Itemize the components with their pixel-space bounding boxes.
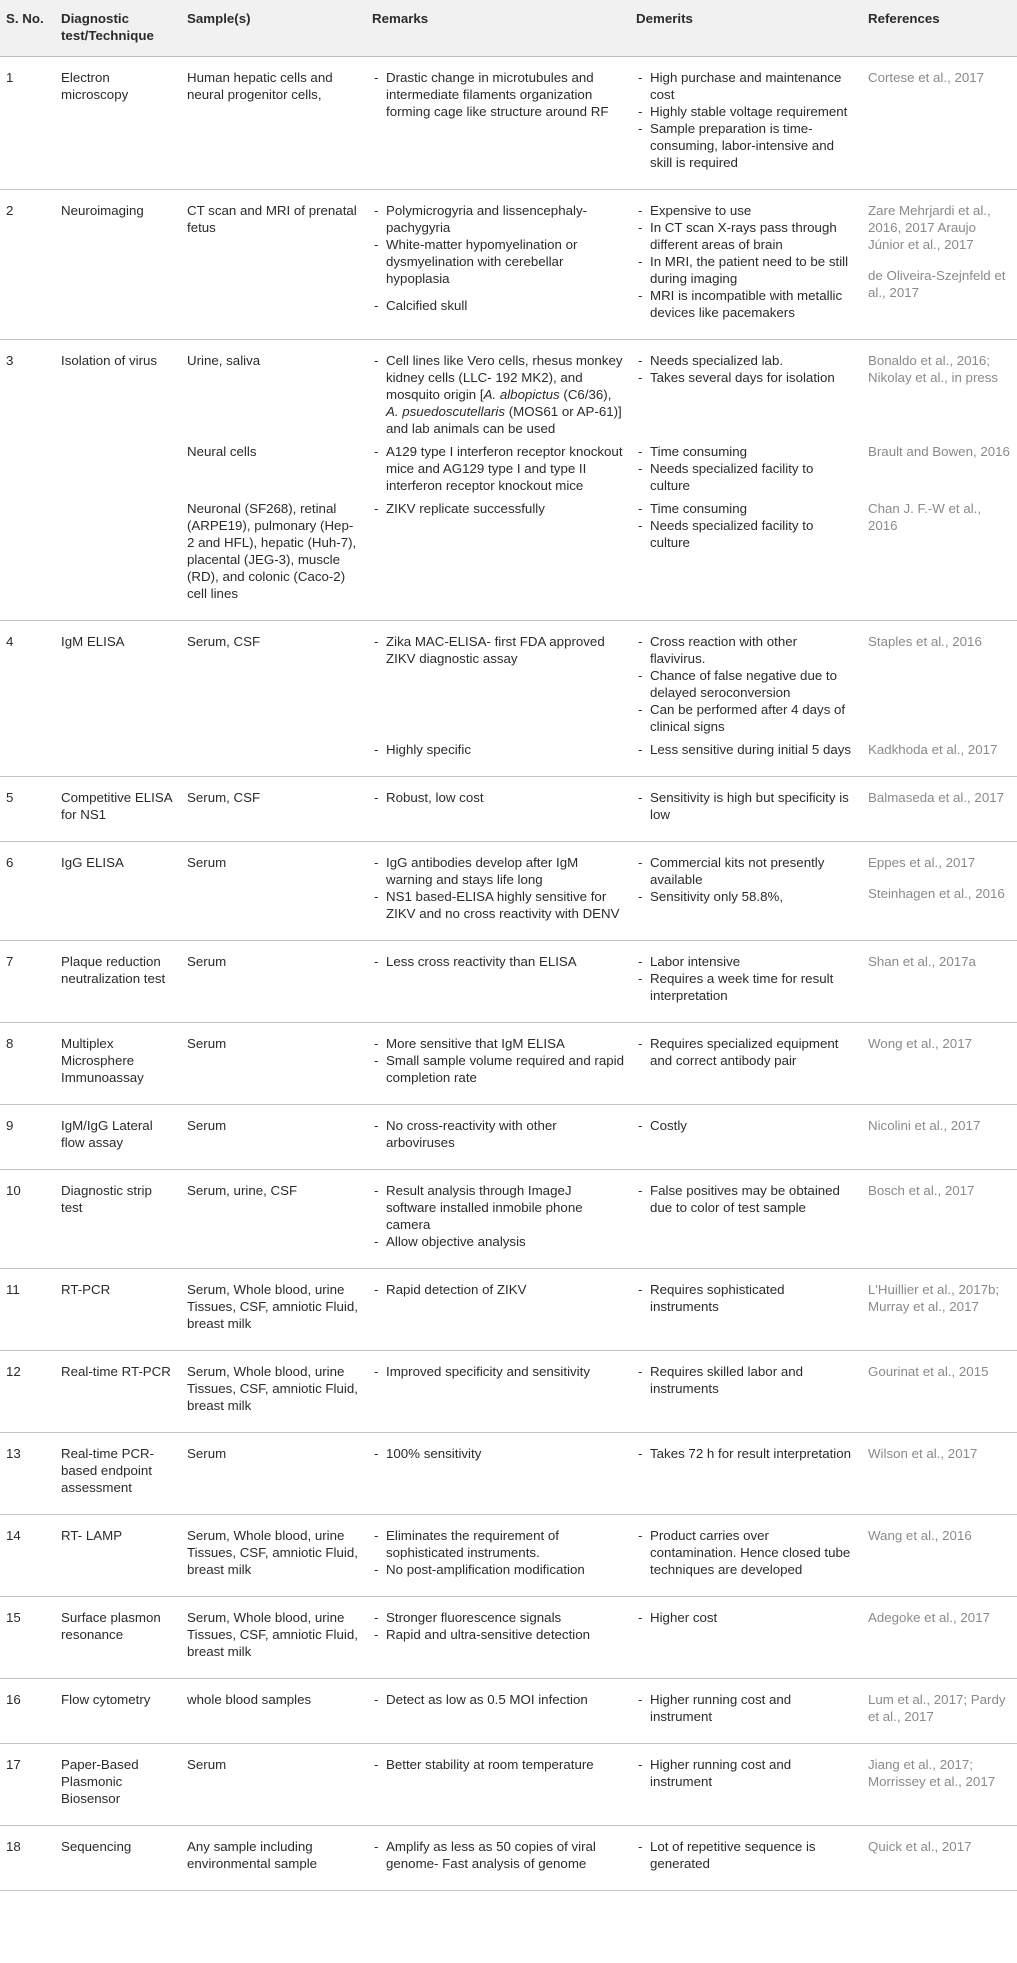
- remark-item: - Rapid detection of ZIKV: [372, 1281, 624, 1298]
- row-number: 18: [0, 1826, 55, 1891]
- row-demerits: [630, 190, 862, 340]
- demerit-item: - Costly: [636, 1117, 856, 1134]
- row-test: Paper-Based Plasmonic Biosensor: [55, 1744, 181, 1826]
- row-sample: whole blood samples: [181, 1679, 366, 1744]
- row-remarks: [366, 621, 630, 736]
- row-test: Real-time PCR-based endpoint assessment: [55, 1433, 181, 1515]
- table-row: [0, 1023, 1017, 1105]
- table-row: [0, 1105, 1017, 1170]
- demerit-item: - Chance of false negative due to delayed seroconversion: [636, 667, 856, 701]
- row-remarks: [366, 735, 630, 777]
- row-test: Competitive ELISA for NS1: [55, 777, 181, 842]
- remark-item: - Calcified skull: [372, 297, 624, 314]
- row-demerits: [630, 57, 862, 190]
- row-test: IgM ELISA: [61, 634, 125, 649]
- row-test: RT-PCR: [55, 1269, 181, 1351]
- row-number: 6: [0, 842, 55, 941]
- remark-item: - IgG antibodies develop after IgM warning and stays life long: [372, 854, 624, 888]
- row-remarks: [366, 1433, 630, 1515]
- remark-item: - Less cross reactivity than ELISA: [372, 953, 624, 970]
- row-demerits: [630, 1515, 862, 1597]
- row-test: Neuroimaging: [55, 190, 181, 340]
- table-row: [0, 340, 1017, 438]
- table-row: [0, 1744, 1017, 1826]
- table-row: [0, 1826, 1017, 1891]
- row-sample: Neuronal (SF268), retinal (ARPE19), pulmonary (Hep-2 and HFL), hepatic (Huh-7), placental (JEG-3), muscle (RD), and colonic (Caco-2) cell lines: [181, 494, 366, 621]
- remark-item: - Detect as low as 0.5 MOI infection: [372, 1691, 624, 1708]
- row-demerits: [630, 777, 862, 842]
- table-row: [0, 1597, 1017, 1679]
- row-sample: Serum: [181, 1433, 366, 1515]
- row-sample: Serum, urine, CSF: [181, 1170, 366, 1269]
- row-reference: Wong et al., 2017: [862, 1023, 1017, 1105]
- row-reference: [862, 190, 1017, 340]
- remark-item: - A129 type I interferon receptor knockout mice and AG129 type I and type II interferon receptor knockout mice: [372, 443, 624, 494]
- demerit-item: - Requires a week time for result interpretation: [636, 970, 856, 1004]
- table-row: [0, 1351, 1017, 1433]
- row-test: IgG ELISA: [55, 842, 181, 941]
- row-demerits: [630, 1744, 862, 1826]
- row-remarks: [366, 1597, 630, 1679]
- row-test: Flow cytometry: [55, 1679, 181, 1744]
- row-sample: Serum: [181, 1744, 366, 1826]
- row-reference: Jiang et al., 2017; Morrissey et al., 2017: [862, 1744, 1017, 1826]
- remark-item: - Eliminates the requirement of sophisticated instruments.: [372, 1527, 624, 1561]
- demerit-item: - Labor intensive: [636, 953, 856, 970]
- row-reference: Wilson et al., 2017: [862, 1433, 1017, 1515]
- row-reference: Kadkhoda et al., 2017: [862, 735, 1017, 777]
- table-subrow: [0, 735, 1017, 777]
- row-number: 9: [0, 1105, 55, 1170]
- remark-item: - More sensitive that IgM ELISA: [372, 1035, 624, 1052]
- demerit-item: - Needs specialized facility to culture: [636, 460, 856, 494]
- row-remarks: [366, 842, 630, 941]
- header-references: References: [862, 0, 1017, 57]
- row-reference: Adegoke et al., 2017: [862, 1597, 1017, 1679]
- remark-item: - Allow objective analysis: [372, 1233, 624, 1250]
- header-row: [0, 0, 1017, 57]
- header-demerits: Demerits: [630, 0, 862, 57]
- remark-item: - Cell lines like Vero cells, rhesus monkey kidney cells (LLC- 192 MK2), and mosquito origin [A. albopictus (C6/36), A. psuedoscutellaris (MOS61 or AP-61)] and lab animals can be used: [372, 352, 624, 437]
- table-row: [0, 190, 1017, 340]
- remark-item: - Drastic change in microtubules and intermediate filaments organization forming cage like structure around RF: [372, 69, 624, 120]
- remark-item: - ZIKV replicate successfully: [372, 500, 624, 517]
- row-reference: Bonaldo et al., 2016; Nikolay et al., in press: [868, 353, 999, 385]
- demerit-item: - Requires sophisticated instruments: [636, 1281, 856, 1315]
- remark-item: - Highly specific: [372, 741, 624, 758]
- row-remarks: [366, 1679, 630, 1744]
- demerit-item: - Needs specialized facility to culture: [636, 517, 856, 551]
- reference-item: Araujo Júnior et al., 2017: [868, 220, 976, 252]
- remark-item: - No cross-reactivity with other arboviruses: [372, 1117, 624, 1151]
- demerit-item: - Sensitivity is high but specificity is low: [636, 789, 856, 823]
- remark-item: - No post-amplification modification: [372, 1561, 624, 1578]
- row-test: Isolation of virus: [61, 353, 158, 368]
- row-demerits: [630, 340, 862, 438]
- row-remarks: [366, 1170, 630, 1269]
- row-test: Diagnostic strip test: [55, 1170, 181, 1269]
- row-number: 10: [0, 1170, 55, 1269]
- demerit-item: - Higher cost: [636, 1609, 856, 1626]
- remark-item: - Improved specificity and sensitivity: [372, 1363, 624, 1380]
- row-demerits: [630, 842, 862, 941]
- table-subrow: [0, 437, 1017, 494]
- row-sample: Serum, Whole blood, urine Tissues, CSF, amniotic Fluid, breast milk: [181, 1597, 366, 1679]
- row-demerits: [630, 735, 862, 777]
- row-reference: [862, 842, 1017, 941]
- row-remarks: [366, 1105, 630, 1170]
- demerit-item: - Time consuming: [636, 500, 856, 517]
- remark-item: - Small sample volume required and rapid completion rate: [372, 1052, 624, 1086]
- row-number: 1: [0, 57, 55, 190]
- row-sample: Serum: [181, 941, 366, 1023]
- row-sample: Serum, Whole blood, urine Tissues, CSF, amniotic Fluid, breast milk: [181, 1269, 366, 1351]
- demerit-item: - In MRI, the patient need to be still during imaging: [636, 253, 856, 287]
- row-remarks: [366, 494, 630, 621]
- demerit-item: - Higher running cost and instrument: [636, 1691, 856, 1725]
- remark-item: - Result analysis through ImageJ software installed inmobile phone camera: [372, 1182, 624, 1233]
- demerit-item: - High purchase and maintenance cost: [636, 69, 856, 103]
- row-test: Electron microscopy: [55, 57, 181, 190]
- row-reference: Brault and Bowen, 2016: [868, 444, 1010, 459]
- row-reference: Bosch et al., 2017: [862, 1170, 1017, 1269]
- row-sample: Serum: [181, 842, 366, 941]
- row-remarks: [366, 190, 630, 340]
- table-body: [0, 57, 1017, 1891]
- demerit-item: - Can be performed after 4 days of clinical signs: [636, 701, 856, 735]
- row-reference: Shan et al., 2017a: [862, 941, 1017, 1023]
- row-remarks: [366, 1269, 630, 1351]
- table-row: [0, 1515, 1017, 1597]
- table-row: [0, 57, 1017, 190]
- table-header: [0, 0, 1017, 57]
- demerit-item: - Cross reaction with other flavivirus.: [636, 633, 856, 667]
- remark-item: - Amplify as less as 50 copies of viral genome- Fast analysis of genome: [372, 1838, 624, 1872]
- header-remarks: Remarks: [366, 0, 630, 57]
- table-row: [0, 941, 1017, 1023]
- row-sample: Serum, CSF: [187, 634, 261, 649]
- row-demerits: [630, 1433, 862, 1515]
- row-remarks: [366, 340, 630, 438]
- demerit-item: - Commercial kits not presently available: [636, 854, 856, 888]
- row-test: Multiplex Microsphere Immunoassay: [55, 1023, 181, 1105]
- table-row: [0, 777, 1017, 842]
- demerit-item: - Expensive to use: [636, 202, 856, 219]
- table-row: [0, 1170, 1017, 1269]
- demerit-item: - Requires specialized equipment and correct antibody pair: [636, 1035, 856, 1069]
- table-row: [0, 1433, 1017, 1515]
- table-subrow: [0, 494, 1017, 621]
- row-reference: Quick et al., 2017: [862, 1826, 1017, 1891]
- reference-item: de Oliveira-Szejnfeld et al., 2017: [868, 268, 1006, 300]
- remark-item: - Rapid and ultra-sensitive detection: [372, 1626, 624, 1643]
- row-number: 7: [0, 941, 55, 1023]
- row-sample: Serum: [181, 1023, 366, 1105]
- demerit-item: - Takes 72 h for result interpretation: [636, 1445, 856, 1462]
- row-reference: Chan J. F.-W et al., 2016: [862, 494, 1017, 621]
- demerit-item: - Takes several days for isolation: [636, 369, 856, 386]
- row-number: 5: [0, 777, 55, 842]
- row-sample: Serum, CSF: [181, 777, 366, 842]
- row-demerits: [630, 1023, 862, 1105]
- row-number: 3: [6, 353, 14, 368]
- row-demerits: [630, 941, 862, 1023]
- row-remarks: [366, 941, 630, 1023]
- demerit-item: - Product carries over contamination. Hence closed tube techniques are developed: [636, 1527, 856, 1578]
- header-samples: Sample(s): [181, 0, 366, 57]
- row-sample: Serum, Whole blood, urine Tissues, CSF, amniotic Fluid, breast milk: [181, 1515, 366, 1597]
- remark-item: - 100% sensitivity: [372, 1445, 624, 1462]
- remark-item: - Zika MAC-ELISA- first FDA approved ZIKV diagnostic assay: [372, 633, 624, 667]
- header-sno: S. No.: [0, 0, 55, 57]
- remark-item: - White-matter hypomyelination or dysmyelination with cerebellar hypoplasia: [372, 236, 624, 287]
- row-reference: Cortese et al., 2017: [862, 57, 1017, 190]
- row-sample: Urine, saliva: [187, 353, 261, 368]
- remark-item: - NS1 based-ELISA highly sensitive for ZIKV and no cross reactivity with DENV: [372, 888, 624, 922]
- demerit-item: - Sample preparation is time-consuming, labor-intensive and skill is required: [636, 120, 856, 171]
- row-demerits: [630, 1105, 862, 1170]
- row-demerits: [630, 437, 862, 494]
- row-reference: L'Huillier et al., 2017b; Murray et al., 2017: [862, 1269, 1017, 1351]
- table-row: [0, 621, 1017, 736]
- demerit-item: - MRI is incompatible with metallic devices like pacemakers: [636, 287, 856, 321]
- demerit-item: - False positives may be obtained due to color of test sample: [636, 1182, 856, 1216]
- row-remarks: [366, 1023, 630, 1105]
- row-number: 4: [6, 634, 14, 649]
- table-row: [0, 1269, 1017, 1351]
- header-test: Diagnostic test/Technique: [55, 0, 181, 57]
- row-demerits: [630, 1826, 862, 1891]
- row-sample: Neural cells: [187, 444, 257, 459]
- row-remarks: [366, 1351, 630, 1433]
- row-remarks: [366, 1826, 630, 1891]
- row-sample: Serum, Whole blood, urine Tissues, CSF, amniotic Fluid, breast milk: [181, 1351, 366, 1433]
- remark-item: - Better stability at room temperature: [372, 1756, 624, 1773]
- row-demerits: [630, 1170, 862, 1269]
- row-sample: Serum: [181, 1105, 366, 1170]
- row-number: 11: [0, 1269, 55, 1351]
- demerit-item: - Less sensitive during initial 5 days: [636, 741, 856, 758]
- row-number: 14: [0, 1515, 55, 1597]
- row-remarks: [366, 1515, 630, 1597]
- demerit-item: - In CT scan X-rays pass through different areas of brain: [636, 219, 856, 253]
- row-demerits: [630, 1679, 862, 1744]
- demerit-item: - Time consuming: [636, 443, 856, 460]
- demerit-item: - Needs specialized lab.: [636, 352, 856, 369]
- row-number: 15: [0, 1597, 55, 1679]
- row-test: Plaque reduction neutralization test: [55, 941, 181, 1023]
- demerit-item: - Sensitivity only 58.8%,: [636, 888, 856, 905]
- remark-item: - Polymicrogyria and lissencephaly-pachygyria: [372, 202, 624, 236]
- table-row: [0, 842, 1017, 941]
- row-remarks: [366, 437, 630, 494]
- row-sample: Any sample including environmental sample: [181, 1826, 366, 1891]
- row-number: 17: [0, 1744, 55, 1826]
- row-number: 12: [0, 1351, 55, 1433]
- row-demerits: [630, 1269, 862, 1351]
- demerit-item: - Lot of repetitive sequence is generated: [636, 1838, 856, 1872]
- row-reference: Wang et al., 2016: [862, 1515, 1017, 1597]
- row-demerits: [630, 1597, 862, 1679]
- row-number: 8: [0, 1023, 55, 1105]
- row-sample: CT scan and MRI of prenatal fetus: [181, 190, 366, 340]
- table-row: [0, 1679, 1017, 1744]
- row-test: Surface plasmon resonance: [55, 1597, 181, 1679]
- row-reference: Nicolini et al., 2017: [862, 1105, 1017, 1170]
- remark-item: - Robust, low cost: [372, 789, 624, 806]
- row-remarks: [366, 1744, 630, 1826]
- demerit-item: - Requires skilled labor and instruments: [636, 1363, 856, 1397]
- reference-item: Zare Mehrjardi et al., 2016, 2017: [868, 203, 991, 235]
- row-remarks: [366, 57, 630, 190]
- row-demerits: [630, 621, 862, 736]
- row-demerits: [630, 494, 862, 621]
- row-test: Real-time RT-PCR: [55, 1351, 181, 1433]
- remark-item: - Stronger fluorescence signals: [372, 1609, 624, 1626]
- reference-item: Eppes et al., 2017: [868, 855, 976, 870]
- row-test: Sequencing: [55, 1826, 181, 1891]
- row-reference: Lum et al., 2017; Pardy et al., 2017: [862, 1679, 1017, 1744]
- row-test: IgM/IgG Lateral flow assay: [55, 1105, 181, 1170]
- row-demerits: [630, 1351, 862, 1433]
- row-number: 13: [0, 1433, 55, 1515]
- row-number: 16: [0, 1679, 55, 1744]
- row-reference: Gourinat et al., 2015: [862, 1351, 1017, 1433]
- row-sample: Human hepatic cells and neural progenitor cells,: [181, 57, 366, 190]
- demerit-item: - Highly stable voltage requirement: [636, 103, 856, 120]
- row-reference: Staples et al., 2016: [868, 634, 982, 649]
- row-test: RT- LAMP: [55, 1515, 181, 1597]
- demerit-item: - Higher running cost and instrument: [636, 1756, 856, 1790]
- row-number: 2: [0, 190, 55, 340]
- row-reference: Balmaseda et al., 2017: [862, 777, 1017, 842]
- row-remarks: [366, 777, 630, 842]
- reference-item: Steinhagen et al., 2016: [868, 886, 1005, 901]
